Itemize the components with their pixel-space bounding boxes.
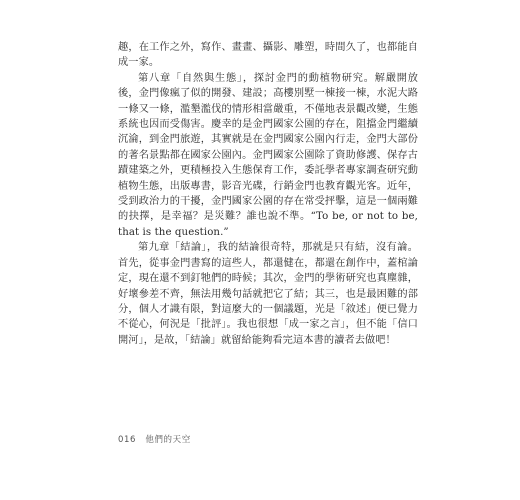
paragraph-2: 第八章「自然與生態」，探討金門的動植物研究。解嚴開放後，金門像瘋了似的開發、建設；高樓別墅一棟接一棟，水泥大路一條又一條，濫墾濫伐的情形相當嚴重，不僅地表景觀改變，生態系統也因而受傷害。慶幸的是金門國家公園的存在，阻擋金門繼續沉淪，到金門旅遊，其實就是在金門國家公園內行走，金門大部份的著名景點都在國家公園內。金門國家公園除了資助修護、保存古蹟建築之外，更積極投入生態保育工作，委託學者專家調查研究動植物生態，出版專書，影音光碟，行銷金門也教育觀光客。近年，受到政治力的干擾，金門國家公園的存在常受抨擊，這是一個兩難的抉擇，是幸福？是災難？誰也說不準。“To be, or not to be, that is the question.”: [118, 72, 418, 238]
page-footer: [118, 433, 191, 445]
paragraph-3: 第九章「結論」，我的結論很奇特，那就是只有結，沒有論。首先，從事金門書寫的這些人，都還健在，都還在創作中，蓋棺論定，現在還不到釘牠們的時候；其次，金門的學術研究也真塵雜，好壞參差不齊，無法用幾句話就把它了結；其三，也是最困難的部分，個人才識有限，對這麼大的一個議題，光是「敘述」便已覺力不從心，何況是「批評」。我也很想「成一家之言」，但不能「信口開河」，是故，「結論」就留給能夠看完這本書的讀者去做吧！: [118, 242, 418, 346]
running-title: 他們的天空: [145, 435, 191, 445]
page-number: 016: [118, 435, 137, 445]
body-text: [118, 40, 418, 348]
paragraph-1: 趣，在工作之外，寫作、畫畫、攝影、雕塑，時間久了，也都能自成一家。: [118, 42, 418, 69]
